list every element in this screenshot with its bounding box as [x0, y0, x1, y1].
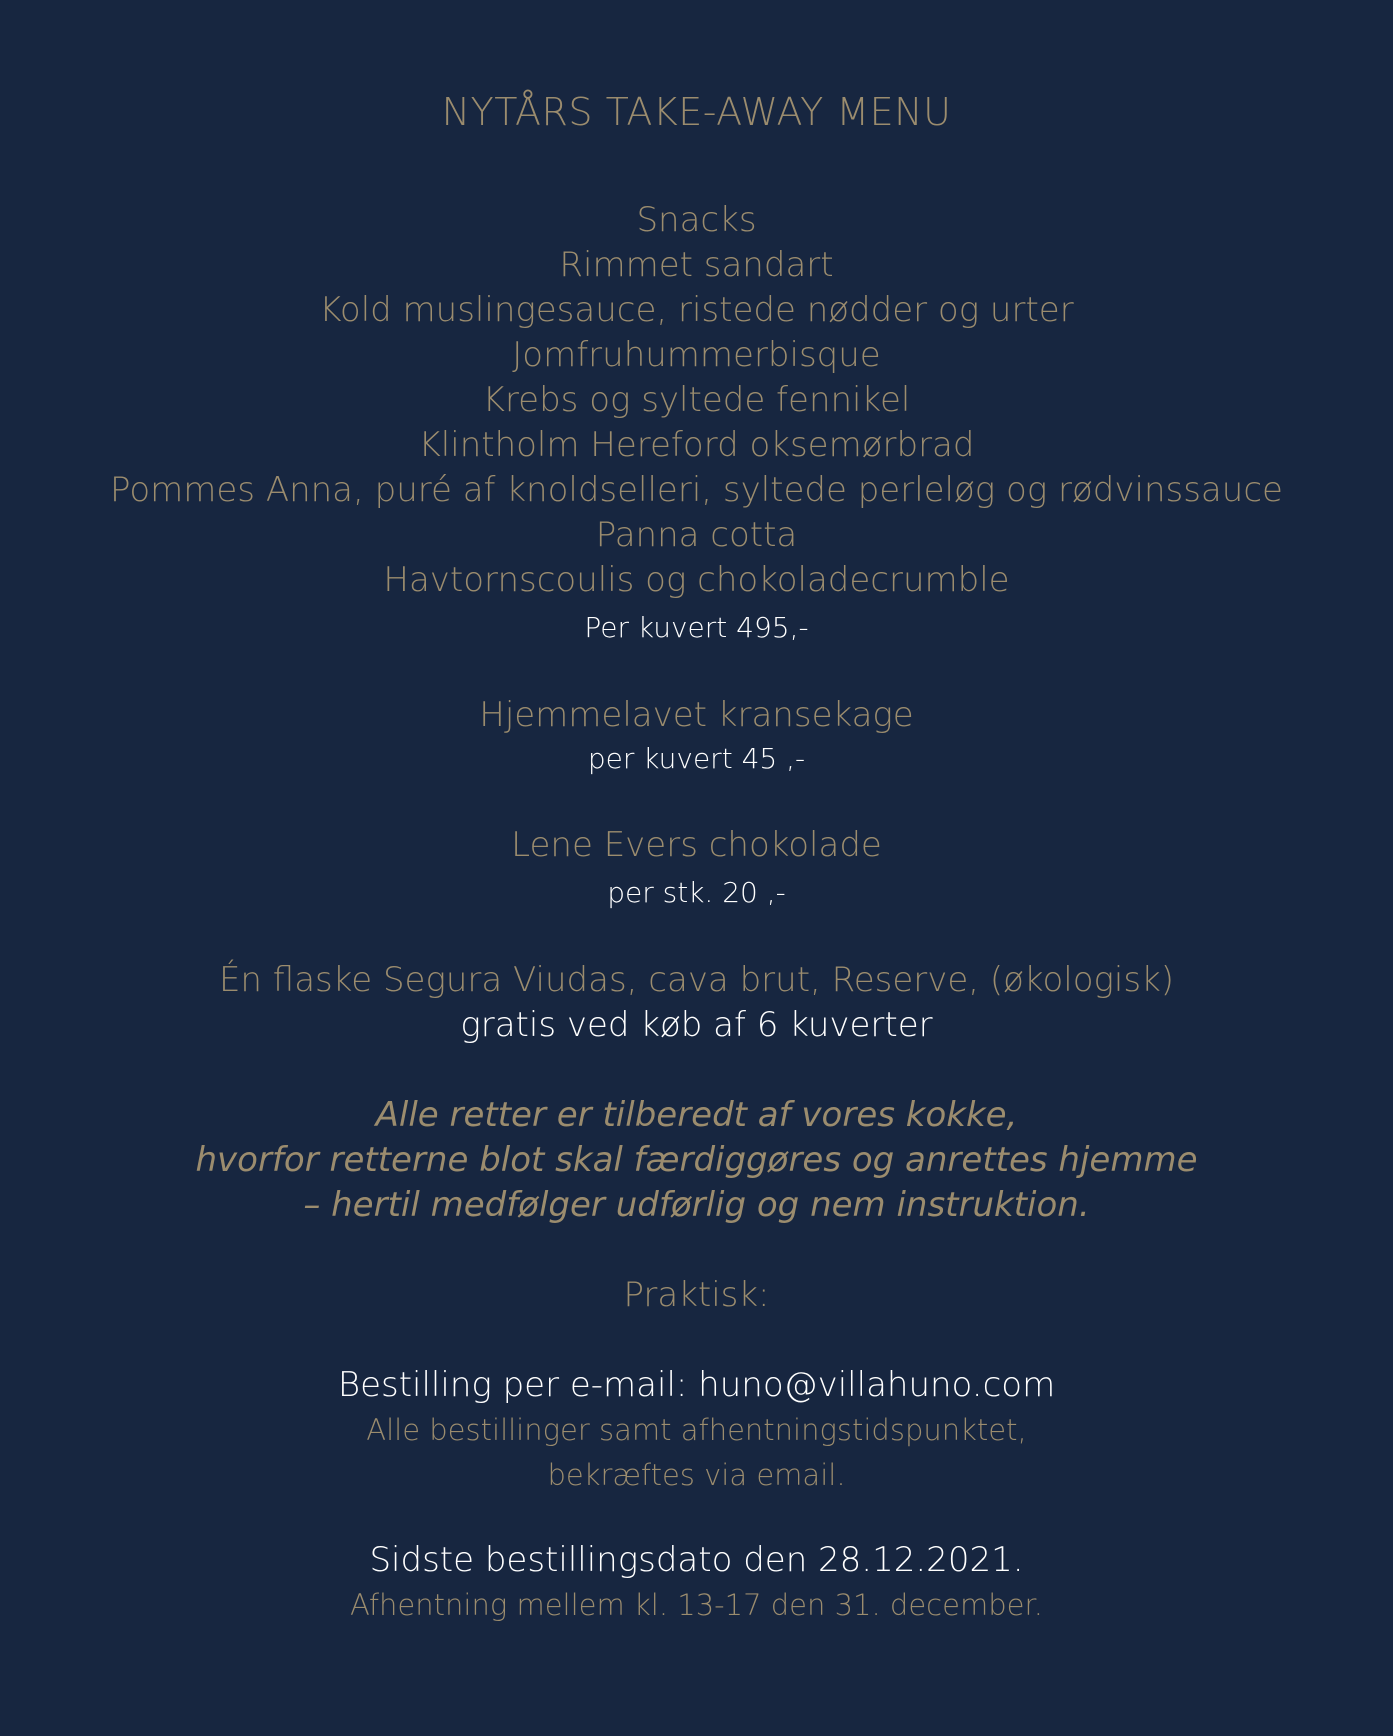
- order-email-line: Bestilling per e-mail: huno@villahuno.com: [337, 1365, 1056, 1405]
- course-item: Havtornscoulis og chokoladecrumble: [383, 560, 1010, 600]
- menu-price: Per kuvert 495,-: [584, 611, 809, 644]
- extra-item-name: Lene Evers chokolade: [511, 825, 882, 865]
- course-item: Snacks: [636, 200, 757, 240]
- confirm-line: bekræftes via email.: [547, 1458, 846, 1492]
- confirm-line: Alle bestillinger samt afhentningstidspunktet,: [366, 1413, 1027, 1447]
- offer-condition: gratis ved køb af 6 kuverter: [460, 1005, 933, 1045]
- course-item: Jomfruhummerbisque: [512, 335, 881, 375]
- deadline-line: Sidste bestillingsdato den 28.12.2021.: [369, 1540, 1024, 1580]
- info-line: – hertil medfølger udførlig og nem instruktion.: [303, 1185, 1090, 1225]
- course-item: Krebs og syltede fennikel: [482, 380, 911, 420]
- extra-item-name: Hjemmelavet kransekage: [479, 695, 914, 735]
- course-item: Pommes Anna, puré af knoldselleri, syltede perleløg og rødvinssauce: [110, 470, 1283, 510]
- page-title: NYTÅRS TAKE-AWAY MENU: [441, 90, 952, 134]
- extra-item-price: per kuvert 45 ,-: [587, 742, 806, 775]
- course-item: Kold muslingesauce, ristede nødder og urter: [319, 290, 1074, 330]
- practical-heading: Praktisk:: [623, 1275, 770, 1315]
- offer-name: Én flaske Segura Viudas, cava brut, Reserve, (økologisk): [218, 960, 1175, 1000]
- extra-item-price: per stk. 20 ,-: [607, 876, 786, 909]
- info-line: Alle retter er tilberedt af vores kokke,: [375, 1095, 1018, 1135]
- info-line: hvorfor retterne blot skal færdiggøres og anrettes hjemme: [195, 1140, 1198, 1180]
- pickup-line: Afhentning mellem kl. 13-17 den 31. december.: [350, 1588, 1043, 1622]
- course-item: Klintholm Hereford oksemørbrad: [418, 425, 975, 465]
- course-item: Rimmet sandart: [559, 245, 834, 285]
- course-item: Panna cotta: [595, 515, 798, 555]
